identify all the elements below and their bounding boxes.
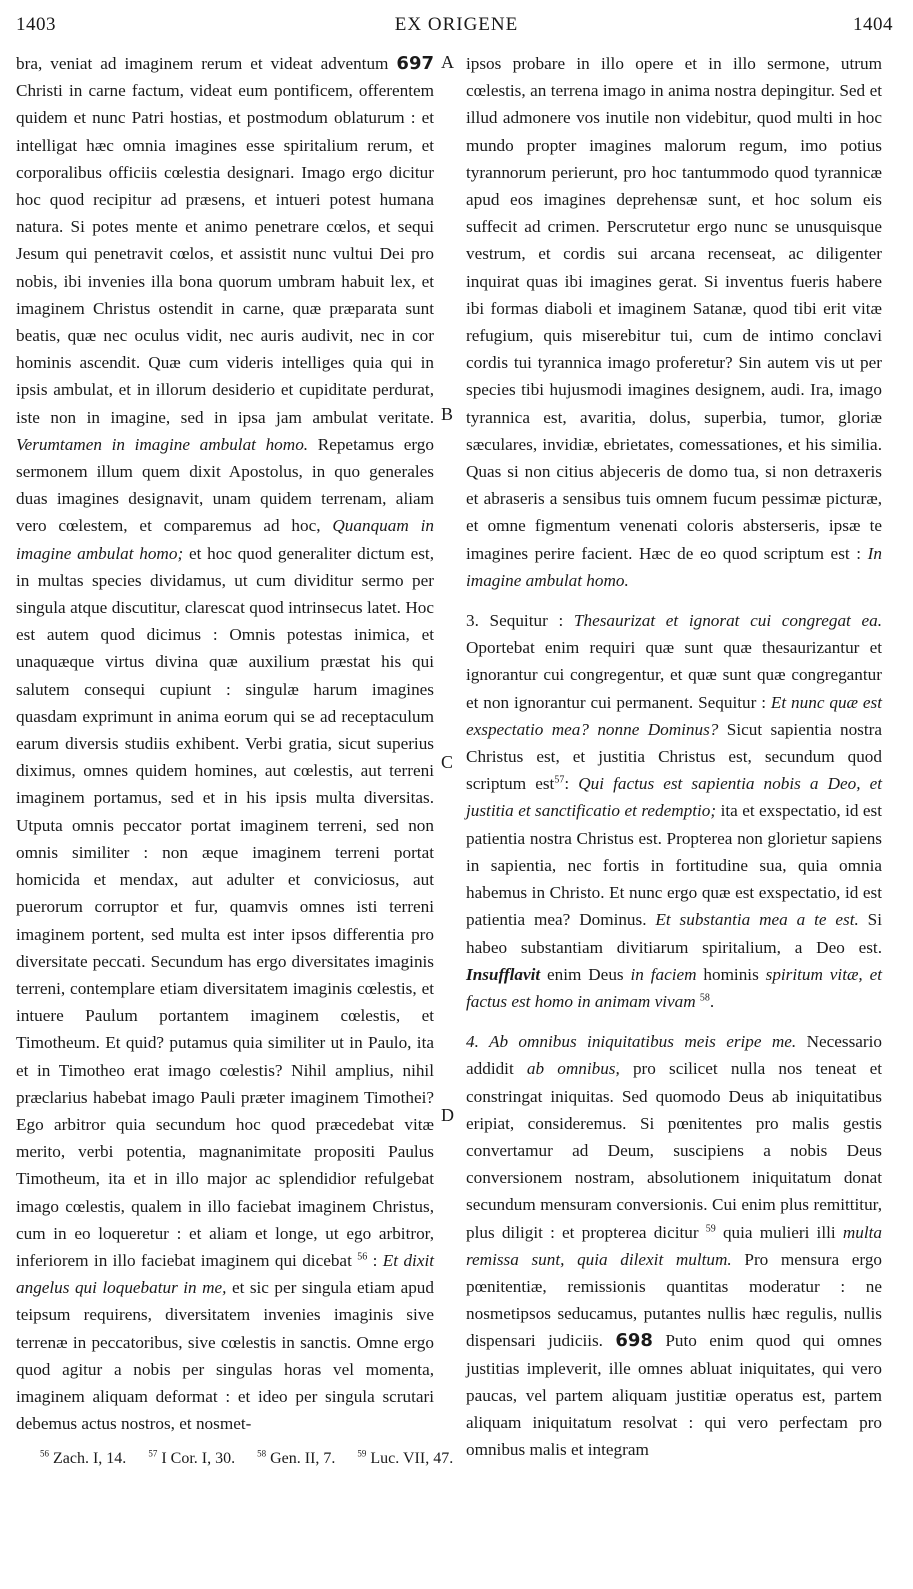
- left-paragraph: [16, 50, 434, 1437]
- text-run: bra, veniat ad imaginem rerum et videat adventum: [16, 54, 389, 73]
- margin-letter-c: C: [441, 752, 454, 772]
- text-run: et sic per singula etiam apud teipsum requirens, diversitatem invenies imaginis sive terrenæ in peccatoribus, sive cœlestis in sanctis. Omne ergo quod agitur a nobis per singulas horas vel momenta, imaginem aliquam deformat : et ideo per singula scrutari debemus actus nostros, et nosmet-: [16, 1278, 434, 1434]
- text-run: enim Deus: [547, 964, 624, 984]
- italic-quote: Et nunc quæ est exspectatio mea? nonne Dominus?: [466, 692, 882, 739]
- italic-quote: Et dixit angelus qui loquebatur in me,: [16, 1250, 435, 1298]
- right-paragraph-3: [466, 607, 882, 1015]
- italic-quote: Et substantia mea a te est.: [655, 910, 859, 930]
- text-run: Oportebat enim requiri quæ sunt quæ thesaurizantur et ignorantur cui congregentur, et quæ sunt quæ congregantur et non ignorantur cui permanent. Sequitur :: [466, 638, 882, 712]
- footnote-number: 59: [357, 1449, 367, 1459]
- text-run: Pro mensura ergo pœnitentiæ, remissionis quantitas moderatur : ne nosmetipsos seducamus, putantes nullis hæc regulis, nullis dispensari judiciis.: [466, 1249, 883, 1351]
- text-run: pro scilicet nulla nos teneat et constringat iniquitas. Sed quomodo Deus ab iniquitatibus eripiat, consideremus. Si pœnitentes pro malis gestis convertamur ad Deum, suscipiens a nobis Deus conversionem nostram, absolutionem iniquitatum donat secundum mensuram conversionis. Cui enim plus remittitur, plus diligit : et propterea dicitur: [466, 1059, 882, 1242]
- footnote-item: [257, 1450, 335, 1467]
- text-run: ita et exspectatio, id est patientia nostra Christus est. Propterea non glorietur sapiens in sapientia, nec fortis in fortitudine sua, quia omnia habemus in Christo. Et nunc ergo quæ est exspectatio, id est patientia mea? Dominus.: [466, 801, 883, 930]
- text-run: quia mulieri illi: [722, 1222, 836, 1242]
- footnote-text: Luc. VII, 47.: [370, 1450, 454, 1468]
- text-run: Christi in carne factum, videat eum pontificem, offerentem quidem et nunc Patri hostias, et postmodum oblaturum : et intelligat hæc omnia imagines esse spiritalium rerum, et corporalibus officiis cœlestia designari. Imago ergo dicitur hoc quod recipitur ad præsens, et intueri potest humana natura. Si potes mente et animo penetrare cœlos, et sequi Jesum qui penetravit cœlos, et assistit nunc vultui Dei pro nobis, ibi invenies illa bona quorum umbram habuit lex, et imaginem Christus ostendit in carne, quæ præparata sunt beatis, quæ nec oculus vidit, nec auris audivit, nec in cor hominis ascendit. Quæ cum videris intelliges quia qui in ipsis ambulat, et in illorum desiderio et cupiditate perdurat, iste non in imagine, sed in ipsa jam ambulat veritate.: [16, 81, 434, 427]
- footnote-number: 58: [257, 1449, 267, 1459]
- italic-quote: Quanquam in imagine ambulat homo;: [16, 516, 434, 563]
- italic-quote: Verumtamen in imagine ambulat homo.: [16, 434, 309, 454]
- footnote-text: Zach. I, 14.: [53, 1450, 127, 1468]
- text-run: Necessario addidit: [466, 1032, 883, 1079]
- footnotes: [40, 1449, 880, 1468]
- text-run: Repetamus ergo sermonem illum quem dixit Apostolus, in quo generales duas imagines designavit, unam quidem terrenam, aliam vero cœlestem, et comparemus ad hoc,: [16, 434, 434, 536]
- footnote-text: Gen. II, 7.: [270, 1450, 336, 1468]
- footnote-ref: 59: [705, 1222, 716, 1234]
- footnote-item: [40, 1450, 126, 1467]
- text-run: Sicut sapientia nostra Christus est, et justitia Christus est, secundum quod scriptum est: [466, 719, 882, 794]
- left-column: [16, 50, 434, 1437]
- italic-quote: in faciem: [630, 964, 697, 984]
- footnote-ref: 57: [554, 774, 565, 786]
- italic-quote: multa remissa sunt, quia dilexit multum.: [466, 1222, 882, 1269]
- bold-italic-quote: Insufflavit: [466, 964, 541, 984]
- italic-quote: Qui factus est sapientia nobis a Deo, et justitia et sanctificatio et redemptio;: [466, 774, 882, 821]
- column-marker-698: 698: [615, 1330, 653, 1352]
- italic-quote: spiritum vitæ, et factus est homo in animam vivam: [466, 964, 882, 1011]
- footnote-item: [357, 1450, 453, 1467]
- right-column: [466, 50, 882, 1463]
- footnote-ref: 58: [699, 992, 710, 1004]
- section-heading-quote: 4. Ab omnibus iniquitatibus meis eripe me.: [466, 1032, 797, 1052]
- text-run: :: [564, 774, 570, 794]
- text-run: ipsos probare in illo opere et in illo sermone, utrum cœlestis, an terrena imago in anima nostra depingitur. Sed et illud admonere vos inutile non videbitur, quod multi in hoc mundo propter imagines malorum regum, imo potius tyrannorum perierunt, pro hoc tantummodo quod tyrannicæ apud eos imagines deprehensæ sunt, et hoc solum eis suffecit ad crimen. Perscrutetur ergo nunc se unusquisque vestrum, et cordis sui arcana recenseat, ac diligenter inquirat quas ibi imagines gerat. Si inventus fueris habere ibi formas diaboli et imaginem Satanæ, quod tibi erit vitæ refugium, quis miserebitur tui, cum de intimo conclavi cordis tui tyrannica imago proferetur? Sin autem vis ut per species tibi hujusmodi imagines designem, audi. Ira, imago tyrannica est, avaritia, dolus, superbia, tumor, gloriæ sæculares, invidiæ, ebrietates, comessationes, et his similia. Quas si non citius abjeceris de domo tua, si non detraxeris et abraseris a sensibus tuis omnem fucum pessimæ picturæ, et omne figmentum venenati coloris absterseris, ipsæ te imagines perire facient. Hæc de eo quod scriptum est :: [466, 54, 882, 563]
- running-title: EX ORIGENE: [394, 14, 519, 35]
- right-paragraph-4: [466, 1028, 882, 1463]
- page-number-right: 1404: [853, 14, 893, 35]
- text-run: hominis: [703, 964, 759, 984]
- text-run: .: [709, 991, 715, 1011]
- margin-letter-b: B: [441, 404, 454, 424]
- italic-quote: In imagine ambulat homo.: [466, 543, 882, 590]
- column-marker-697: 697: [396, 53, 434, 74]
- text-run: et hoc quod generaliter dictum est, in multas species dividamus, ut cum dividitur sermo per singula atque discutitur, clarescat quod intrinsecus latet. Hoc est autem quod dicimus : Omnis potestas inimica, et unaquæque virtus divina quæ auxilium præstat his qui salutem consequi cupiunt : singulæ harum imagines quasdam exprimunt in anima eorum qui se ad receptaculum earum diversis studiis exhibent. Verbi gratia, sicut superius diximus, omnes quidem homines, aut cœlestis, aut terreni imaginem portamus, sed et in his ipsis multa diversitas. Utputa omnis peccator portat imaginem terreni, sed non omnis similiter : non æque imaginem terreni portat homicida et mendax, aut adulter et conviciosus, aut puerorum corruptor et fur, quamvis omnes isti terreni imaginem portent, sed multa est inter ipsos differentia pro diversitate peccati. Secundum has ergo diversitates imaginis terreni, contemplare etiam diversitatem imaginis cœlestis, et intuere Paulum portantem imaginem cœlestis, et Timotheum. Et quid? putamus quia similiter ut in Paulo, ita et in Timotheo erat imago cœlestis? Nihil amplius, nihil præclarius habebat imago Pauli præter imaginem Timothei? Ego arbitror quia secundum hoc quod præcedebat vitæ merito, verbi potentia, magnanimitate propositi Paulus Timotheum, ita et in illo major ac splendidior refulgebat imago cœlestis, qualem in illo faciebat imaginem Christus, cum in eo loqueretur : et aliam et longe, ut ego arbitror, inferiorem in illo faciebat imaginem qui dicebat: [16, 543, 434, 1270]
- footnote-ref: 56: [357, 1251, 368, 1263]
- italic-quote: ab omnibus,: [526, 1059, 620, 1079]
- section-number: 3. Sequitur :: [466, 611, 564, 631]
- text-run: :: [367, 1250, 383, 1270]
- margin-letter-d: D: [441, 1105, 454, 1125]
- right-paragraph-1: [466, 50, 882, 594]
- page-number-left: 1403: [16, 14, 56, 35]
- footnote-number: 57: [148, 1449, 158, 1459]
- italic-quote: Thesaurizat et ignorat cui congregat ea.: [573, 611, 883, 631]
- margin-letter-a: A: [441, 52, 454, 72]
- text-run: Si habeo substantiam divitiarum spiritalium, a Deo est.: [466, 910, 883, 957]
- footnote-item: [148, 1450, 235, 1467]
- footnote-text: I Cor. I, 30.: [161, 1450, 236, 1468]
- footnote-number: 56: [40, 1449, 49, 1459]
- text-run: Puto enim quod qui omnes justitias impleverit, ille omnes abluat iniquitates, qui vero paucas, vel partem aliquam justitiæ operatus est, partem aliquam iniquitatum resolvat : qui vero perfectam pro omnibus malis et integram: [466, 1331, 882, 1460]
